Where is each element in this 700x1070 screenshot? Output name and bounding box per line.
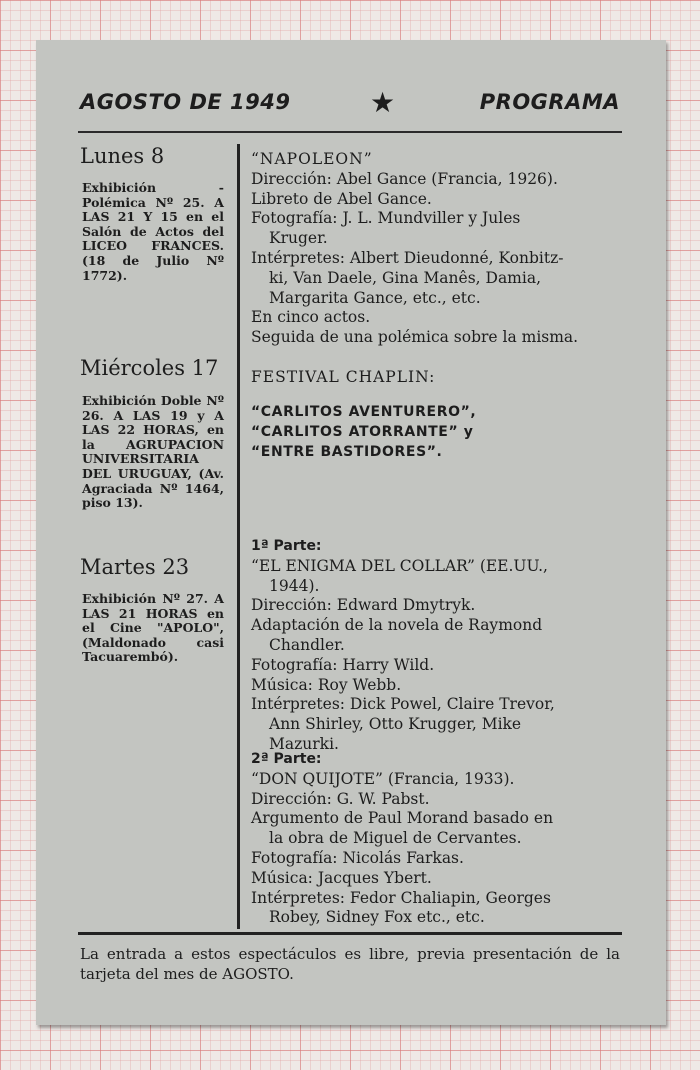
film-line: Libreto de Abel Gance. — [251, 189, 432, 208]
film-line: Intérpretes: Dick Powel, Claire Trevor, — [251, 695, 555, 714]
film-line: Ann Shirley, Otto Krugger, Mike — [269, 715, 522, 734]
film-line: la obra de Miguel de Cervantes. — [269, 829, 522, 848]
month-heading: AGOSTO DE 1949 — [80, 90, 291, 114]
day-details-lunes: Exhibición - Polémica Nº 25. A LAS 21 Y 15 en el Salón de Actos del LICEO FRANCES. (18 de Julio Nº 1772). — [82, 180, 224, 283]
film-line: Seguida de una polémica sobre la misma. — [251, 328, 579, 347]
film-line: Fotografía: Nicolás Farkas. — [251, 848, 464, 867]
part1-block — [251, 537, 619, 755]
film-line: Música: Roy Webb. — [251, 675, 402, 694]
film-line: Dirección: Edward Dmytryk. — [251, 596, 476, 615]
program-card — [36, 40, 666, 1025]
film-line: Kruger. — [269, 229, 328, 248]
film-line: 1944). — [269, 576, 320, 595]
star-icon: ★ — [370, 86, 396, 119]
film-line: Intérpretes: Fedor Chaliapin, Georges — [251, 888, 551, 907]
film-line: Margarita Gance, etc., etc. — [269, 288, 481, 307]
film-line: Dirección: G. W. Pabst. — [251, 789, 430, 808]
film-title: “CARLITOS ATORRANTE” y — [251, 424, 474, 440]
program-heading: PROGRAMA — [479, 90, 620, 114]
film-title: “NAPOLEON” — [251, 150, 373, 168]
card-header — [80, 88, 620, 118]
film-title: “EL ENIGMA DEL COLLAR” (EE.UU., — [251, 556, 548, 575]
film-line: Música: Jacques Ybert. — [251, 868, 432, 887]
film-line: Robey, Sidney Fox etc., etc. — [269, 908, 485, 927]
film-line: Intérpretes: Albert Dieudonné, Konbitz- — [251, 248, 564, 267]
film-line: Chandler. — [269, 635, 345, 654]
chaplin-block — [251, 368, 619, 388]
part-label: 1ª Parte: — [251, 538, 322, 554]
film-line: Adaptación de la novela de Raymond — [251, 616, 543, 635]
film-line: En cinco actos. — [251, 308, 371, 327]
day-heading-miercoles: Miércoles 17 — [80, 356, 219, 380]
footer-note: La entrada a estos espectáculos es libre, previa presentación de la tarjeta del mes de AGOSTO. — [80, 945, 620, 983]
top-divider — [78, 131, 622, 133]
day-details-miercoles: Exhibición Doble Nº 26. A LAS 19 y A LAS 22 HORAS, en la AGRUPACION UNIVERSITARIA DEL URUGUAY, (Av. Agraciada Nº 1464, piso 13). — [82, 393, 224, 511]
column-divider — [237, 144, 240, 929]
film-title: “DON QUIJOTE” (Francia, 1933). — [251, 769, 515, 788]
film-title: “CARLITOS AVENTURERO”, — [251, 404, 477, 420]
part2-block — [251, 750, 619, 928]
festival-title: FESTIVAL CHAPLIN: — [251, 368, 436, 386]
film-title: “ENTRE BASTIDORES”. — [251, 444, 443, 460]
day-details-martes: Exhibición Nº 27. A LAS 21 HORAS en el Cine "APOLO", (Maldonado casi Tacuarembó). — [82, 591, 224, 665]
film-line: Mazurki. — [269, 734, 339, 753]
napoleon-block — [251, 150, 619, 348]
chaplin-films — [251, 402, 619, 462]
part-label: 2ª Parte: — [251, 751, 322, 767]
bottom-divider — [78, 932, 622, 935]
film-line: Dirección: Abel Gance (Francia, 1926). — [251, 169, 558, 188]
film-line: ki, Van Daele, Gina Manês, Damia, — [269, 268, 542, 287]
day-heading-lunes: Lunes 8 — [80, 144, 165, 168]
day-heading-martes: Martes 23 — [80, 555, 190, 579]
film-line: Fotografía: J. L. Mundviller y Jules — [251, 209, 521, 228]
film-line: Argumento de Paul Morand basado en — [251, 809, 554, 828]
film-line: Fotografía: Harry Wild. — [251, 655, 435, 674]
